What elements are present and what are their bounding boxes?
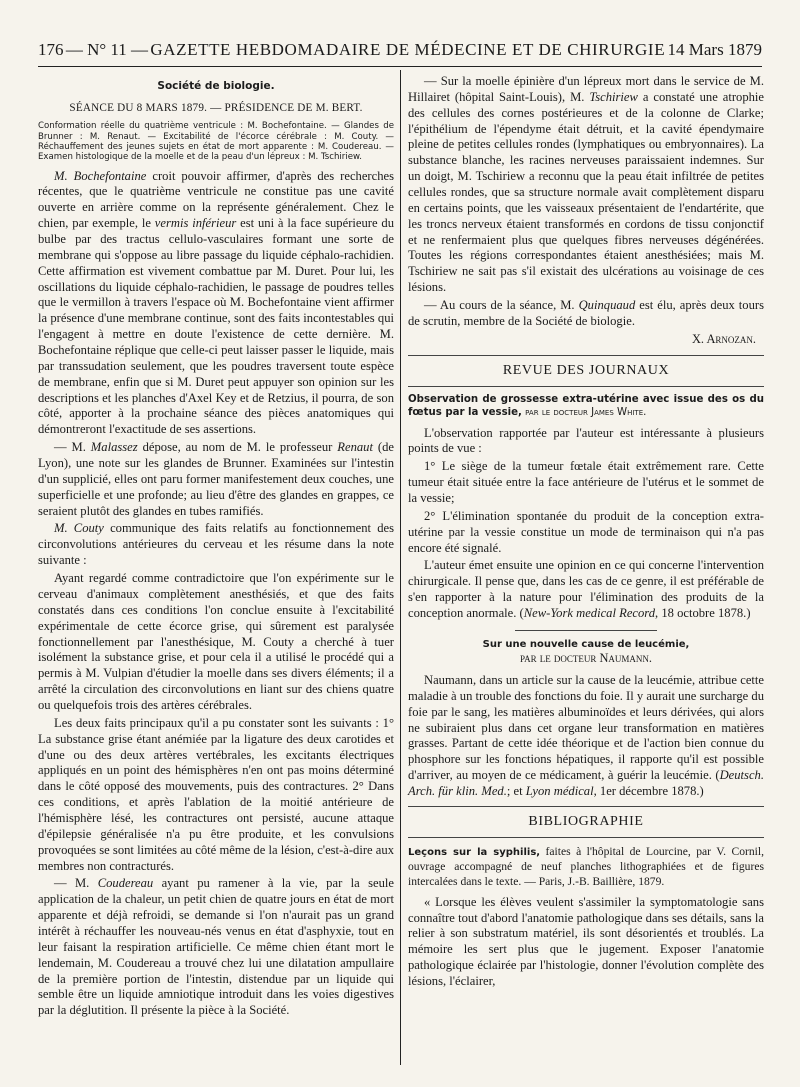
revue-title: REVUE DES JOURNAUX [502,363,670,379]
page-header [38,40,762,62]
name-malassez: Malassez [90,440,138,455]
paragraph-couty-results: Les deux faits principaux qu'il a pu constater sont les suivants : 1° La substance grise étant anémiée par la ligature des deux carotides et d'une ou des deux artères vertébrales, les excitants électriques appliqués en un point des hémisphères n'en ont pas moins déterminé dans le côté opposé des mouvements, puis des contractures. 2° Dans ces conditions, et après l'ablation de la moitié antérieure de l'hémisphère lésé, les contractures ont persisté, aucune attaque d'épilepsie généralisée n'a pu être produite, et les convulsions provoquées se sont limitées au côté même de la lésion, c'est-à-dire aux membres non contracturés. [38,715,394,873]
issue-number: — N° 11 — [65,40,149,59]
article-author-naumann: par le docteur Naumann. [519,651,652,666]
paragraph-quinquaud: — Au cours de la séance, M. Quinquaud est élu, après deux tours de scrutin, membre de la Société de biologie. [408,298,764,328]
name-quinquaud: Quinquaud [578,298,636,313]
name-couty: M. Couty [54,521,104,536]
section-rule [408,837,764,838]
journal-title: GAZETTE HEBDOMADAIRE DE MÉDECINE ET DE CHIRURGIE [150,40,666,59]
article-paragraph: L'auteur émet ensuite une opinion en ce qui concerne l'intervention chirurgicale. Il pense que, dans les cas de ce genre, il est préférable de s'en rapporter à la nature pour l'élimination des produits de la conception anormale. (New-York medical Record, 18 octobre 1878.) [408,558,764,620]
issue-date: 14 Mars 1879 [667,40,762,59]
paragraph-tschiriew: — Sur la moelle épinière d'un lépreux mort dans le service de M. Hillairet (hôpital Saint-Louis), M. Tschiriew a constaté une atrophie des cellules des cornes postérieures et de la colonne de Clarke; l'épithélium de l'épendyme était détruit, et la cavité épendymaire pleine de petites cellules rondes (lymphatiques ou embryonnaires). La substance blanche, les racines nerveuses paraissaient indemnes. Sur un doigt, M. Tschiriew a reconnu que la peau était infiltrée de petites cellules rondes, que sa structure normale avait complètement disparu en certains points, que les vaisseaux présentaient de l'endartérite, que les troncs nerveux étaient transformés en cordons de tissu conjonctif et ne renfermaient plus que quelques fibres nerveuses dégénérées. Toutes les régions correspondantes étaient anesthésiées; mais M. Tschiriew ne sait pas s'il existait des ulcérations au voisinage de ces lésions. [408,74,765,295]
paragraph-couty-note: Ayant regardé comme contradictoire que l'on expérimente sur le cerveau d'animaux complètement anesthésiés, et que des faits constatés dans ces conditions l'on conclue ensuite à l'excitabilité expérimentale de cette écorce grise, qui sûrement est paralysée fonctionnellement par l'anesthésique, M. Couty a cherché à tuer isolément la substance grise, et pour cela il a utilisé le procédé qui a permis à M. Vulpian d'étudier la moelle dans ses divers éléments; il a arrêté la circulation des circonvolutions en liant sur des chiens quatre ou quelquefois trois des artères cérébrales. [38,571,394,712]
name-tschiriew: Tschiriew [589,89,638,104]
bibliographie-title: BIBLIOGRAPHIE [528,813,644,829]
ref-deutsch-arch: Deutsch. Arch. für klin. Med. [408,768,764,799]
report-signature: X. Arnozan. [691,331,756,346]
article-paragraph: 2° L'élimination spontanée du produit de la conception extra-utérine par la vessie constitue un mode de terminaison qui n'a pas encore été signalé. [408,508,764,555]
column-divider [400,70,401,1065]
section-rule [408,806,764,807]
paragraph-couty-intro: M. Couty communique des faits relatifs au fonctionnement des circonvolutions antérieures du cerveau et les résume dans la note suivante : [38,521,394,568]
paragraph-malassez: — M. Malassez dépose, au nom de M. le professeur Renaut (de Lyon), une note sur les glandes de Brunner. Examinées sur l'intestin d'un supplicié, elles ont paru former manifestement deux couches, une superficielle et une profonde; au lieu d'être des glandes en grappes, ce seraient plutôt des glandes en tubes ramifiés. [38,440,394,518]
session-summary: Conformation réelle du quatrième ventricule : M. Bochefontaine. — Glandes de Brunner : M. Renaut. — Excitabilité de l'écorce cérébrale : M. Couty. — Réchauffement des jeunes sujets en état de mort apparente : M. Coudereau. — Examen histologique de la moelle et de la peau d'un lépreux : M. Tschiriew. [38,121,394,163]
society-title: Société de biologie. [157,80,275,92]
name-coudereau: Coudereau [97,876,154,891]
section-rule [408,386,764,387]
biblio-paragraph: « Lorsque les élèves veulent s'assimiler la symptomatologie sans connaître tout d'abord l'anatomie pathologique dans ses détails, sans la relier à son substratum matériel, ils sont désorientés et troublés. La mémoire les sert plus que le jugement. Exposer l'anatomie pathologique éclairée par l'histologie, donner l'évolution complète des lésions, l'éclairer, [408,894,764,989]
page-number: 176 [38,40,64,59]
article-paragraph: Naumann, dans un article sur la cause de la leucémie, attribue cette maladie à un trouble des fonctions du foie. Il y aurait une surcharge du foie par le sang, les matières albuminoïdes et leurs dérivées, qui alors ne subiraient plus dans cet organe leur transformation en matières grasses. Partant de cette idée théorique et de l'action bien connue du phosphore sur les fonctions hépatiques, il rapporte qu'il est possible d'arriver, au moyen de ce médicament, à guérir la leucémie. (Deutsch. Arch. für klin. Med.; et Lyon médical, 1er décembre 1878.) [408,673,764,799]
header-rule [38,66,762,67]
term-vermis: vermis inférieur [154,216,237,231]
article-title-leucemie: Sur une nouvelle cause de leucémie, [482,638,690,650]
paragraph-coudereau: — M. Coudereau ayant pu ramener à la vie, par la seule application de la chaleur, un petit chien de quatre jours en état de mort apparente et déjà refroidi, se demande si l'on n'aurait pas un grand intérêt à réchauffer les nouveau-nés venus en état d'asphyxie, tout en leur faisant la respiration artificielle. Ce même chien étant mort le lendemain, M. Coudereau a trouvé chez lui une dilatation ampullaire de la première portion de l'intestin, distendue par un liquide qui semble être un liquide amniotique introduit dans les voies digestives par la déglutition. Il présente la pièce à la Société. [38,876,394,1018]
left-column [38,74,394,1021]
ref-lyon-medical: Lyon médical [525,784,594,799]
article-paragraph: 1° Le siège de la tumeur fœtale était extrêmement rare. Cette tumeur était située entre la face antérieure de l'utérus et le sommet de la vessie; [408,459,764,505]
name-bochefontaine: M. Bochefontaine [54,168,147,183]
seance-heading: SÉANCE DU 8 MARS 1879. — PRÉSIDENCE DE M. BERT. [69,102,363,115]
article-rule [515,630,657,631]
biblio-entry: Leçons sur la syphilis, faites à l'hôpital de Lourcine, par V. Cornil, ouvrage accompagné de neuf planches lithographiées et de figures intercalées dans le texte. — Paris, J.-B. Baillière, 1879. [408,844,764,888]
section-rule [408,355,764,356]
right-column [408,74,764,992]
article-paragraph: L'observation rapportée par l'auteur est intéressante à plusieurs points de vue : [408,425,764,456]
paragraph-bochefontaine: M. Bochefontaine croit pouvoir affirmer, d'après des recherches récentes, que le quatrième ventricule ne constitue pas une cavité ouverte en arrière comme on la représente généralement. Chez le chien, par exemple, le vermis inférieur est uni à la face supérieure du bulbe par des tractus cellulo-vasculaires formant une sorte de membrane qui s'oppose au libre passage du liquide céphalo-rachidien. Cette affirmation est vivement combattue par M. Duret. Pour lui, les oscillations du liquide céphalo-rachidien, le passage de poudres telles que le vermillon à travers l'espace où M. Bochefontaine vient affirmer la présence d'une membrane continue, sont des faits incontestables qui l'engagent à mettre en doute l'existence de cette dernière. M. Bochefontaine réplique que celle-ci peut laisser passer le liquide, mais par transsudation seulement, que les poudres traversent toute espèce de membrane, enfin que si M. Duret peut appuyer son opinion sur les descriptions et les planches d'Axel Key et de Retzius, il pourra, de son côté, apporter à la prochaine séance des pièces anatomiques qui démontreront l'exactitude de ses assertions. [38,168,394,437]
ref-new-york: New-York medical Record [523,605,656,620]
name-renaut: Renaut [337,440,373,455]
article-title-grossesse: Observation de grossesse extra-utérine avec issue des os du fœtus par la vessie, par le docteur James White. [408,394,764,419]
